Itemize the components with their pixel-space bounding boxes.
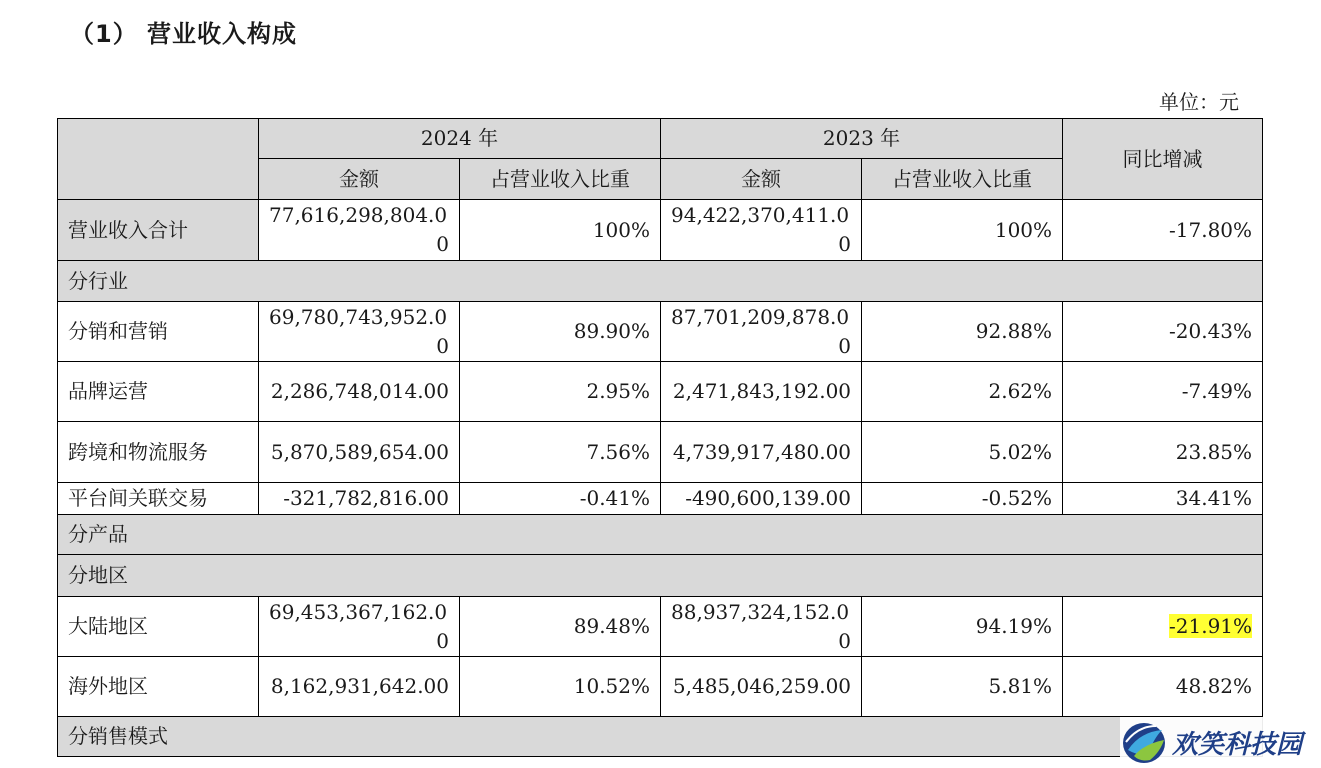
unit-label: 单位：元 [1159, 90, 1239, 114]
ratio-2024: 89.90% [460, 302, 661, 362]
revenue-table [57, 118, 1263, 757]
section-row [58, 555, 1263, 597]
ratio-2024: 100% [460, 200, 661, 261]
amount-2024: 5,870,589,654.00 [259, 422, 460, 483]
yoy-change: -20.43% [1063, 302, 1263, 362]
header-amount-2024: 金额 [259, 159, 460, 200]
ratio-2023: 94.19% [862, 597, 1063, 657]
row-label: 平台间关联交易 [58, 483, 259, 515]
yoy-change: -17.80% [1063, 200, 1263, 261]
header-ratio-2024: 占营业收入比重 [460, 159, 661, 200]
ratio-2024: -0.41% [460, 483, 661, 515]
table-row [58, 302, 1263, 362]
ratio-2024: 10.52% [460, 657, 661, 717]
header-2023: 2023 年 [661, 119, 1063, 159]
ratio-2024: 89.48% [460, 597, 661, 657]
yoy-change: 34.41% [1063, 483, 1263, 515]
amount-2024: -321,782,816.00 [259, 483, 460, 515]
amount-2023: 2,471,843,192.00 [661, 362, 862, 422]
globe-logo-icon [1120, 720, 1168, 766]
amount-2024: 77,616,298,804.00 [259, 200, 460, 261]
ratio-2023: -0.52% [862, 483, 1063, 515]
highlighted-yoy: -21.91% [1169, 614, 1253, 638]
table-row [58, 657, 1263, 717]
header-ratio-2023: 占营业收入比重 [862, 159, 1063, 200]
section-row [58, 261, 1263, 302]
ratio-2023: 2.62% [862, 362, 1063, 422]
table-row [58, 200, 1263, 261]
logo-text: 欢笑科技园 [1172, 730, 1303, 760]
table-row [58, 362, 1263, 422]
ratio-2023: 5.02% [862, 422, 1063, 483]
amount-2024: 69,453,367,162.00 [259, 597, 460, 657]
row-label: 品牌运营 [58, 362, 259, 422]
section-label: 分行业 [58, 261, 1263, 302]
yoy-change: 23.85% [1063, 422, 1263, 483]
amount-2023: 5,485,046,259.00 [661, 657, 862, 717]
section-label: 分地区 [58, 555, 1263, 597]
amount-2023: 4,739,917,480.00 [661, 422, 862, 483]
amount-2023: -490,600,139.00 [661, 483, 862, 515]
row-label: 营业收入合计 [58, 200, 259, 261]
section-label: 分销售模式 [58, 717, 1263, 757]
header-row-years [58, 119, 1263, 159]
amount-2023: 88,937,324,152.00 [661, 597, 862, 657]
table-row [58, 422, 1263, 483]
section-row [58, 717, 1263, 757]
section-label: 分产品 [58, 515, 1263, 555]
amount-2023: 94,422,370,411.00 [661, 200, 862, 261]
row-label: 海外地区 [58, 657, 259, 717]
section-title: （1） 营业收入构成 [70, 20, 298, 48]
yoy-change: -7.49% [1063, 362, 1263, 422]
row-label: 大陆地区 [58, 597, 259, 657]
ratio-2023: 5.81% [862, 657, 1063, 717]
yoy-change [1063, 597, 1263, 657]
row-label: 分销和营销 [58, 302, 259, 362]
table-row [58, 597, 1263, 657]
amount-2024: 69,780,743,952.00 [259, 302, 460, 362]
table-row [58, 483, 1263, 515]
ratio-2024: 2.95% [460, 362, 661, 422]
row-label: 跨境和物流服务 [58, 422, 259, 483]
ratio-2024: 7.56% [460, 422, 661, 483]
amount-2024: 2,286,748,014.00 [259, 362, 460, 422]
header-amount-2023: 金额 [661, 159, 862, 200]
watermark-logo [1120, 717, 1321, 768]
amount-2024: 8,162,931,642.00 [259, 657, 460, 717]
ratio-2023: 100% [862, 200, 1063, 261]
header-corner [58, 119, 259, 200]
header-yoy: 同比增减 [1063, 119, 1263, 200]
ratio-2023: 92.88% [862, 302, 1063, 362]
amount-2023: 87,701,209,878.00 [661, 302, 862, 362]
section-row [58, 515, 1263, 555]
header-2024: 2024 年 [259, 119, 661, 159]
yoy-change: 48.82% [1063, 657, 1263, 717]
